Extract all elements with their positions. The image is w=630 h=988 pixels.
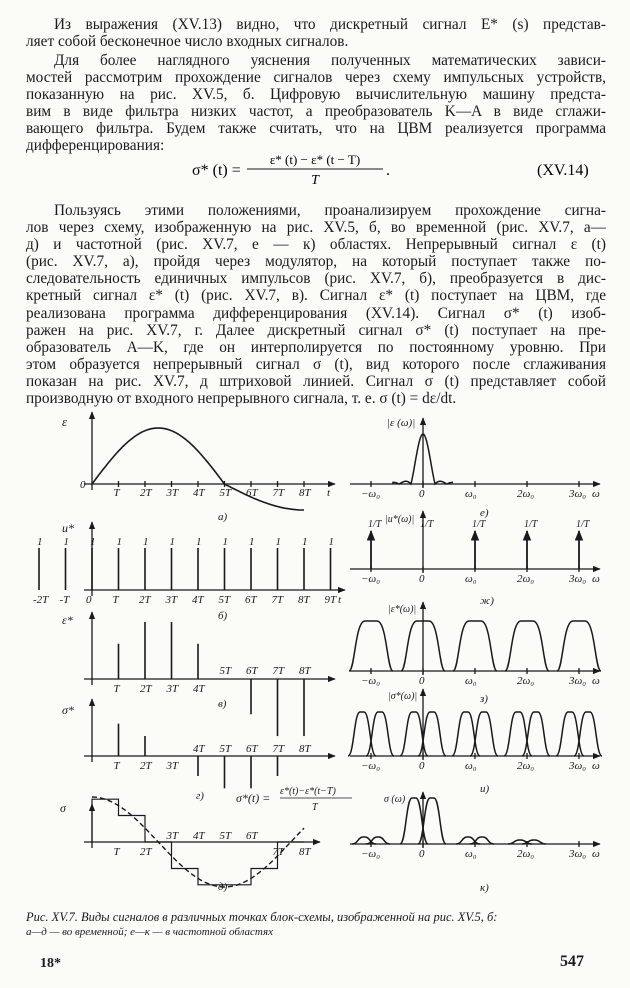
tick-label-a: 4T (193, 487, 205, 499)
plot-h-tick-label: −ω₀ (361, 675, 381, 687)
text-line: Из выражения (XV.13) видно, что дискретный сигнал E* (s) представ- (54, 16, 606, 33)
plot-g-tick-label: 2ω₀ (517, 573, 535, 585)
origin-a: 0 (80, 479, 86, 491)
plot-h-tick-label: 2ω₀ (517, 675, 535, 687)
text-line: этом образуется непрерывный сигнал σ (t), вид которого после сглаживания (26, 355, 606, 373)
plot-i-axis-label: ω (592, 760, 600, 772)
plot-g-tick-label: −ω₀ (361, 573, 381, 585)
text-line: показанную на рис. XV.5, б. Цифровую вычислительную машину предста- (26, 86, 606, 104)
panel-f: е) (480, 507, 489, 519)
tick-label-c: 8T (299, 665, 311, 677)
impulse-label-b: 1 (222, 536, 228, 548)
plot-j-tick-label: ω₀ (465, 848, 477, 860)
impulse-label-g: 1/T (368, 519, 382, 530)
plot-i-tick-label: −ω₀ (361, 760, 381, 772)
tick-label-b: 7T (271, 594, 284, 606)
tick-label-c: 2T (140, 683, 152, 695)
tick-label-b: 3T (165, 594, 178, 606)
plot-j-tick-label: −ω₀ (361, 848, 381, 860)
tick-label-e: 7T (272, 846, 285, 858)
figure-xv7 (0, 404, 630, 904)
impulse-label-b: 1 (90, 536, 96, 548)
tick-label-a: 8T (299, 487, 311, 499)
panel-a: а) (218, 511, 228, 523)
tick-label-c: 4T (193, 683, 205, 695)
text-line: показан на рис. XV.7, д штриховой линией. Сигнал σ (t) представляет собой (26, 372, 606, 390)
impulse-label-b: 1 (302, 536, 308, 548)
tick-label-a: 6T (246, 487, 258, 499)
impulse-label-g: 1/T (472, 519, 486, 530)
text-line: реализована программа дифференцирования (XV.14). Сигнал σ* (t) изоб- (26, 304, 606, 322)
plot-j-tick-label: 0 (419, 848, 425, 860)
formula-numerator: ε* (t) − ε* (t − T) (269, 152, 361, 167)
tick-label-d: 4T (193, 743, 205, 755)
panel-d: г) (196, 790, 204, 802)
plot-j-axis-label: ω (592, 848, 600, 860)
text-line: ражен на рис. XV.7, г. Далее дискретный сигнал σ* (t) поступает на пре- (26, 321, 606, 339)
plot-f-axis-label: ω (592, 488, 600, 500)
tick-label-c: 6T (246, 665, 258, 677)
tick-label-d: T (113, 760, 120, 772)
tick-label-b: 2T (139, 594, 151, 606)
text-line: вающего фильтра. Будем также считать, что на ЦВМ реализуется программа (26, 120, 606, 138)
paragraph-1 (26, 16, 606, 50)
tick-label-e: 5T (219, 830, 232, 842)
plot-h-tick-label: ω₀ (465, 675, 477, 687)
impulse-label-g: 1/T (576, 519, 590, 530)
plot-h-axis-label: ω (592, 675, 600, 687)
text-line: (рис. XV.7, а), пройдя через модулятор, на который поступает также по- (26, 253, 606, 271)
plot-i-tick-label: 3ω₀ (569, 760, 587, 772)
plot-h-tick-label: 0 (419, 675, 425, 687)
ylabel-a: ε (62, 414, 68, 429)
tick-label-b: 8T (298, 594, 310, 606)
plot-f-tick-label: −ω₀ (361, 488, 381, 500)
text-line: мостей рассмотрим прохождение сигналов через схему импульсных устройств, (26, 69, 606, 87)
plot-g-tick-label: ω₀ (465, 573, 477, 585)
ylabel-g: |u*(ω)| (385, 514, 415, 525)
spectrum-h-lobe (349, 621, 393, 671)
tick-label-b: 9T (324, 594, 337, 606)
formula-xv14 (0, 150, 630, 190)
tick-label-d: 2T (140, 760, 152, 772)
text-line: дифференцирования: (26, 137, 165, 155)
paragraph-3 (26, 202, 606, 407)
plot-i-tick-label: ω₀ (465, 760, 477, 772)
tick-label-e: 6T (246, 830, 258, 842)
inline-formula-denominator: T (312, 802, 318, 813)
impulse-label-b: 1 (143, 536, 149, 548)
tick-label-d: 5T (219, 743, 232, 755)
plot-h-tick-label: 3ω₀ (569, 675, 587, 687)
text-line: ляет собой бесконечное число входных сигналов. (26, 33, 349, 51)
plot-f-tick-label: 0 (419, 488, 425, 500)
text-line: следовательность единичных импульсов (рис. XV.7, б), преобразуется в дис- (26, 270, 606, 288)
tick-label-d: 7T (272, 743, 285, 755)
plot-g-axis-label: ω (592, 573, 600, 585)
ylabel-h: |ε*(ω)| (388, 604, 417, 615)
tick-label-b: T (112, 594, 119, 606)
panel-b: б) (218, 610, 228, 622)
paragraph-2 (26, 52, 606, 155)
ylabel-j: σ (ω) (384, 794, 406, 805)
panel-e: д) (218, 881, 228, 893)
tick-label-d: 8T (299, 743, 311, 755)
tick-label-b: 5T (218, 594, 231, 606)
impulse-label-b: 1 (37, 536, 43, 548)
tick-label-d: 6T (246, 743, 258, 755)
impulse-label-b: 1 (63, 536, 69, 548)
tick-label-a: 3T (166, 487, 179, 499)
text-line: Пользуясь этими положениями, проанализируем прохождение сигна- (54, 202, 606, 219)
plot-i-tick-label: 0 (419, 760, 425, 772)
impulse-label-b: 1 (328, 536, 334, 548)
spectrum-h-lobe (505, 621, 549, 671)
tick-label-a: T (113, 487, 120, 499)
impulse-label-b: 1 (275, 536, 281, 548)
tick-label-b: 4T (192, 594, 204, 606)
impulse-label-b: 1 (249, 536, 255, 548)
inline-formula-lhs: σ*(t) = (236, 791, 271, 805)
impulse-label-g: 1/T (524, 519, 538, 530)
tick-label-e: 2T (140, 846, 152, 858)
tick-label-e: T (113, 846, 120, 858)
ylabel-d: σ* (62, 703, 74, 717)
tick-label-b: 0 (86, 594, 92, 606)
page-number: 547 (560, 953, 584, 970)
text-line: образователь A—K, где он интерполируется по постоянному уровню. При (26, 338, 606, 356)
plot-j-tick-label: 3ω₀ (569, 848, 587, 860)
panel-g: ж) (480, 595, 494, 607)
tick-label-a: 2T (140, 487, 152, 499)
plot-g-tick-label: 0 (419, 573, 425, 585)
spectrum-h-lobe (453, 621, 497, 671)
tick-label-a: 7T (272, 487, 285, 499)
text-line: Для более наглядного уяснения полученных математических зависи- (54, 52, 606, 69)
formula-denominator: T (311, 173, 319, 188)
tick-label-c: 5T (219, 665, 232, 677)
tick-label-e: 4T (193, 830, 205, 842)
axis-label-a: t (327, 487, 331, 499)
figure-caption (26, 910, 606, 940)
impulse-label-g: 1/T (420, 519, 434, 530)
formula-number: (XV.14) (537, 162, 589, 179)
ylabel-b: u* (62, 521, 74, 535)
impulse-label-b: 1 (116, 536, 122, 548)
ylabel-f: |ε (ω)| (387, 417, 416, 429)
caption-line: Рис. XV.7. Виды сигналов в различных точках блок-схемы, изображенной на рис. XV.5, б: (26, 910, 498, 924)
plot-j-tick-label: 2ω₀ (517, 848, 535, 860)
spectrum-h-lobe (557, 621, 601, 671)
impulse-label-b: 1 (196, 536, 202, 548)
plot-g-tick-label: 3ω₀ (569, 573, 587, 585)
formula-period: . (386, 162, 390, 179)
tick-label-b: -T (59, 594, 70, 606)
tick-label-c: 7T (272, 665, 285, 677)
tick-label-d: 3T (166, 760, 179, 772)
plot-f-tick-label: 2ω₀ (517, 488, 535, 500)
page-signature: 18* (40, 956, 61, 971)
plot-i-tick-label: 2ω₀ (517, 760, 535, 772)
panel-c: в) (218, 698, 227, 710)
tick-label-a: 5T (219, 487, 232, 499)
tick-label-b: 6T (245, 594, 257, 606)
impulse-label-b: 1 (169, 536, 175, 548)
epsilon-curve-negative (225, 484, 305, 510)
panel-i: и) (480, 783, 490, 795)
tick-label-e: 8T (299, 846, 311, 858)
ylabel-e: σ (60, 801, 66, 815)
text-line: лов через схему, изображенную на рис. XV.5, б, во временной (рис. XV.7, а— (26, 219, 606, 237)
axis-label-b: t (338, 594, 342, 606)
panel-h: з) (480, 693, 488, 705)
ylabel-c: ε* (62, 613, 73, 627)
inline-formula-numerator: ε*(t)−ε*(t−T) (280, 786, 336, 797)
text-line: д) и частотной (рис. XV.7, е — к) областях. Непрерывный сигнал ε (t) (26, 236, 606, 254)
text-line: вим в виде фильтра низких частот, а преобразователь K—A в виде сглажи- (26, 103, 606, 121)
epsilon-curve (92, 428, 225, 484)
plot-f-tick-label: ω₀ (465, 488, 477, 500)
text-line: кретный сигнал ε* (t) (рис. XV.7, в). Сигнал ε* (t) поступает на ЦВМ, где (26, 287, 606, 305)
formula-lhs: σ* (t) = (192, 162, 241, 179)
tick-label-b: -2T (33, 594, 49, 606)
tick-label-e: 3T (166, 830, 179, 842)
ylabel-i: |σ*(ω)| (388, 691, 418, 702)
tick-label-c: T (113, 683, 120, 695)
caption-line: а—д — во временной; е—к — в частотной областях (26, 926, 273, 938)
plot-f-tick-label: 3ω₀ (569, 488, 587, 500)
text-line: производную от входного непрерывного сигнала, т. е. σ (t) = dε/dt. (26, 390, 457, 408)
tick-label-c: 3T (166, 683, 179, 695)
panel-j: к) (480, 882, 489, 894)
